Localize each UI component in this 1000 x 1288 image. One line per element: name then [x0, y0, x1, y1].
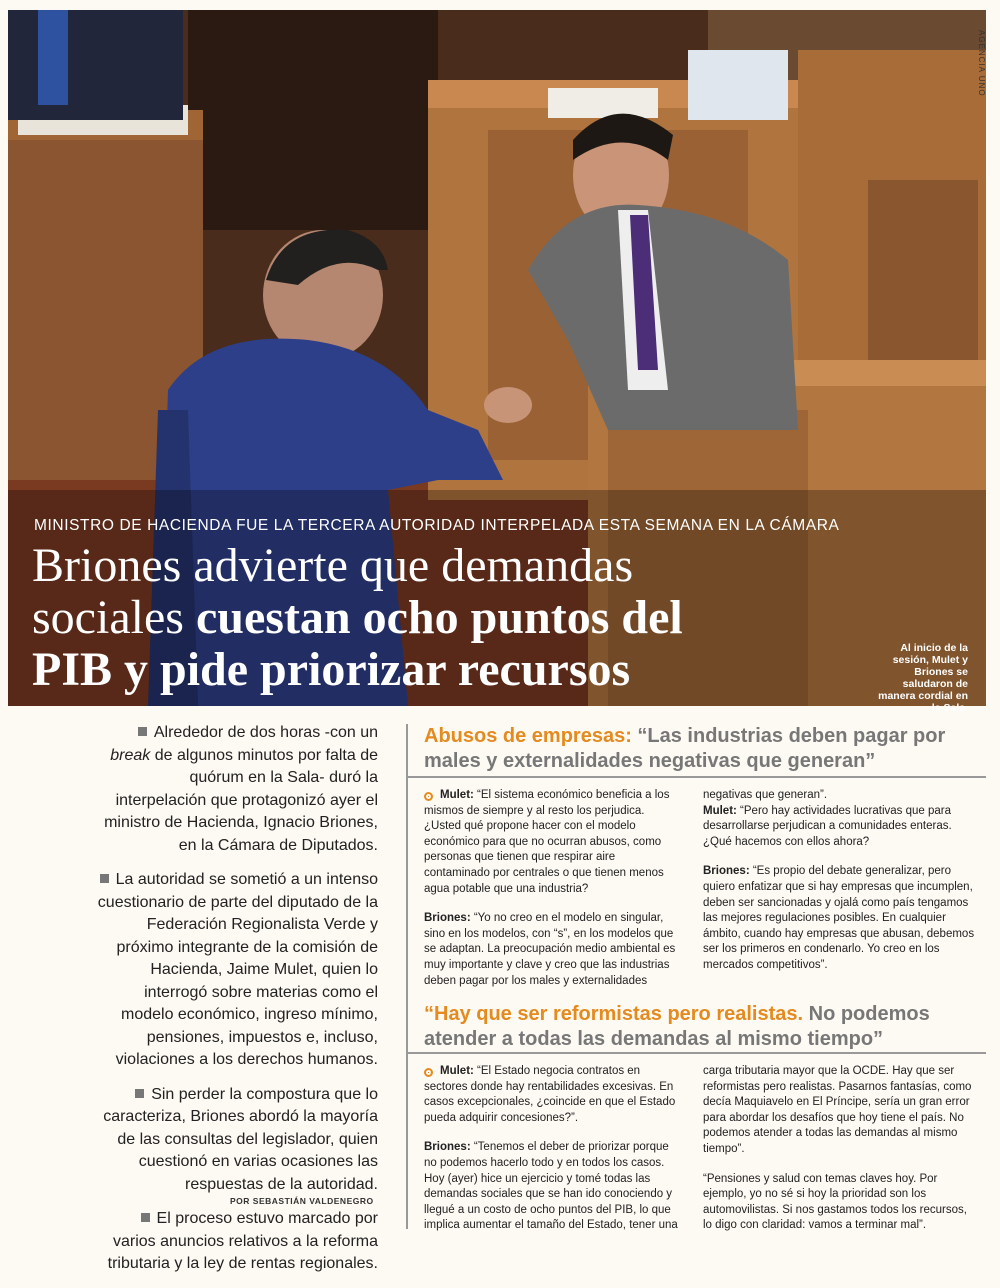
- intro-paragraph-2: La autoridad se sometió a un intenso cuestionario de parte del diputado de la Federación Regionalista Verde y próximo integrante de la comisión de Hacienda, Jaime Mulet, quien lo interrogó sobre materias como el modelo económico, ingreso mínimo, pensiones, impuestos e, incluso, violaciones a los derechos humanos.: [97, 871, 378, 1068]
- byline: POR SEBASTIÁN VALDENEGRO: [230, 1196, 374, 1206]
- intro-paragraph-4: El proceso estuvo marcado por varios anuncios relativos a la reforma tributaria y la ley de rentas regionales.: [107, 1210, 378, 1272]
- intro-paragraph-3: Sin perder la compostura que lo caracteriza, Briones abordó la mayoría de las consultas del legislador, quien cuestionó en varias ocasiones las respuestas de la autoridad.: [103, 1085, 378, 1193]
- photo-credit: AGENCIA UNO: [977, 30, 986, 97]
- column-divider: [406, 724, 408, 1229]
- headline-line-2-bold: cuestan ocho puntos del: [195, 591, 683, 644]
- headline-line-3: PIB y pide priorizar recursos: [32, 643, 631, 696]
- section-1-col-1: [424, 788, 679, 1003]
- qa-paragraph: negativas que generan”.: [703, 789, 828, 801]
- qa-paragraph: carga tributaria mayor que la OCDE. Hay que ser reformistas pero realistas. Pasarnos fantasías, como decía Maquiavelo en El Príncipe, sería un gran error para abordar los desafíos que hoy tiene el país. No podemos atender a todas las demandas al mismo tiempo”.: [703, 1065, 972, 1155]
- section-2-rule: [408, 1052, 986, 1054]
- photo-caption: Al inicio de la sesión, Mulet y Briones se saludaron de manera cordial en la Sala.: [878, 642, 968, 714]
- qa-paragraph: Mulet: “El sistema económico beneficia a los mismos de siempre y al resto los perjudica. ¿Usted qué propone hacer con el modelo económico para que no ocurran abusos, como personas que tienen que respirar aire contaminado por centrales o que tienen menos agua potable que una industria?: [424, 789, 670, 895]
- headline-line-1: Briones advierte que demandas: [32, 539, 634, 592]
- kicker: MINISTRO DE HACIENDA FUE LA TERCERA AUTORIDAD INTERPELADA ESTA SEMANA EN LA CÁMARA: [34, 517, 840, 534]
- square-bullet-icon: [138, 727, 147, 736]
- intro-paragraph-1: Alrededor de dos horas -con un break de algunos minutos por falta de quórum en la Sala- duró la interpelación que protagonizó ayer el ministro de Hacienda, Ignacio Briones, en la Cámara de Diputados.: [104, 724, 378, 854]
- qa-paragraph: Briones: “Es propio del debate generalizar, pero quiero enfatizar que si hay empresas que incumplen, deben ser sancionadas y ojalá como país tengamos las mejores regulaciones posibles. En cualquier ámbito, cuando hay empresas que abusan, debemos ser los primeros en condenarlo. Yo creo en los mercados competitivos”.: [703, 865, 975, 971]
- square-bullet-icon: [135, 1089, 144, 1098]
- headline: [32, 540, 892, 696]
- section-1-heading: Abusos de empresas: “Las industrias deben pagar por males y externalidades negativas que generan”: [424, 725, 946, 772]
- square-bullet-icon: [141, 1213, 150, 1222]
- square-bullet-icon: [100, 874, 109, 883]
- qa-paragraph: “Pensiones y salud con temas claves hoy. Por ejemplo, yo no sé si hoy la prioridad son los automovilistas. Si nos gastamos todos los recursos, lo digo con claridad: vamos a terminar mal”.: [703, 1172, 967, 1232]
- headline-line-2-light: sociales: [32, 591, 196, 644]
- qa-paragraph: Briones: “Tenemos el deber de priorizar porque no podemos hacerlo todo y en todos los casos. Hoy (ayer) hice un ejercicio y tomé todas las demandas sociales que se han ido conociendo y llegué a un costo de ocho puntos del PIB, lo que implica aumentar el tamaño del Estado, tener una: [424, 1141, 678, 1232]
- lead-photo: [8, 10, 986, 714]
- qa-paragraph: Mulet: “Pero hay actividades lucrativas que para desarrollarse perjudican a comunidades enteras. ¿Qué hacemos con ellos ahora?: [703, 804, 952, 848]
- italic-word: break: [110, 746, 151, 764]
- section-2-col-1: [424, 1064, 679, 1248]
- section-2-heading: “Hay que ser reformistas pero realistas. No podemos atender a todas las demandas al mismo tiempo”: [424, 1003, 930, 1050]
- qa-paragraph: Briones: “Yo no creo en el modelo en singular, sino en los modelos, con “s”, en los modelos que se adaptan. La preocupación medio ambiental es muy importante y clave y creo que las industrias deben pagar por los males y externalidades: [424, 912, 676, 987]
- qa-paragraph: Mulet: “El Estado negocia contratos en sectores donde hay rentabilidades excesivas. En casos excepcionales, ¿coincide en que el Estado pueda adquirir concesiones?”.: [424, 1065, 676, 1124]
- section-1-rule: [408, 776, 986, 778]
- section-2-col-2: [703, 1064, 975, 1248]
- section-1-col-2: [703, 788, 975, 988]
